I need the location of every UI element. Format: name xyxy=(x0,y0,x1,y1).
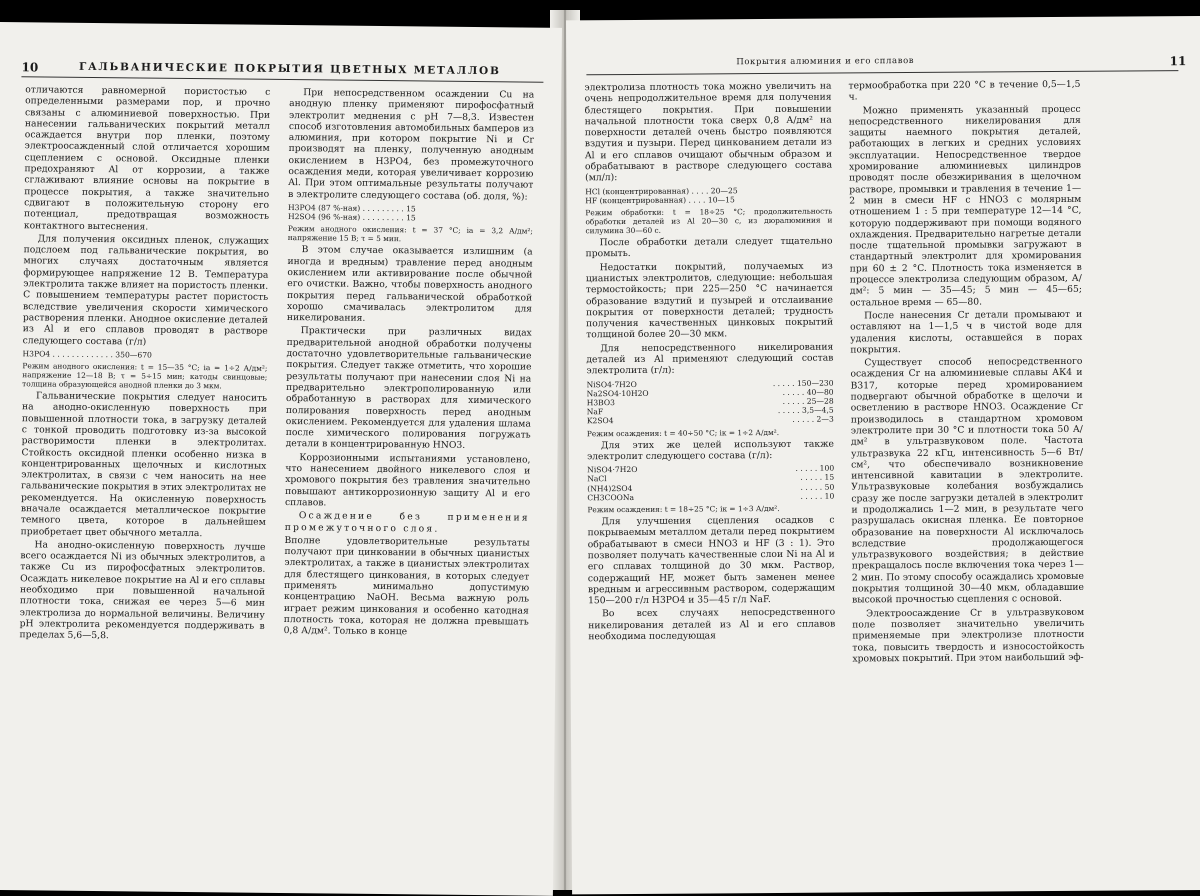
component-amount: . . . . . 50 xyxy=(800,482,835,492)
paragraph: На анодно-окисленную поверхность лучше всего осаждается Ni из обычных электролитов, а также Cu из пирофосфатных электролитов. Осаждать никелевое покрытие на Al и его сплавы необходимо при повышенной начальной плотности тока, снижая ее через 5—6 мин электролиза до нормальной величины. Величину pH электролита рекомендуется поддерживать в пределах 5,6—5,8. xyxy=(19,539,266,642)
component-amount: . . . . . 100 xyxy=(795,463,835,474)
left-column-2 xyxy=(284,87,535,641)
component-name: NiSO4·7H2O xyxy=(587,465,638,475)
component-amount: . . . . . 2—3 xyxy=(792,415,834,425)
paragraph: Электроосаждение Cr в ультразвуковом поле позволяет значительно увеличить применяемые при электролизе плотности тока, повысить твердость и износостойкость хромовых покрытий. При этом наибольший эф- xyxy=(852,606,1085,665)
right-column-1 xyxy=(584,81,835,645)
component-amount: . . . . . 25—28 xyxy=(782,396,834,406)
process-mode-note: Режим обработки: t = 18÷25 °C; продолжительность обработки деталей из Al 20—30 с, из дюралюминия и силумина 30—60 с. xyxy=(585,206,833,236)
right-running-title: Покрытия алюминия и его сплавов xyxy=(736,55,915,68)
paragraph: После обработки детали следует тщательно промыть. xyxy=(585,235,833,260)
paragraph: Коррозионными испытаниями установлено, что нанесением двойного никелевого слоя и хромового покрытия без травления значительно повышают антикоррозионную защиту Al и его сплавов. xyxy=(284,451,531,509)
paragraph: Вполне удовлетворительные результаты получают при цинковании в обычных цианистых электролитах, а также в цианистых электролитах для блестящего цинкования, в которых следует применять минимально допустимую концентрацию NaOH. Весьма важную роль играет режим цинкования и особенно катодная плотность тока, которая не должна превышать 0,8 А/дм². Только в конце xyxy=(283,534,530,638)
paragraph: При непосредственном осаждении Cu на анодную пленку применяют пирофосфатный электролит меднения с pH 7—8,3. Известен способ изготовления автомобильных бамперов из алюминия, при котором покрытие Ni и Cr производят на пленку, полученную анодным окислением в H3PO4, без промежуточного осаждения меди, которая увеличивает коррозию Al. При этом оптимальные результаты получают в электролите следующего состава (об. доля, %): xyxy=(288,87,535,203)
component-name: NiSO4·7H2O xyxy=(586,379,637,389)
right-header-rule xyxy=(586,70,1178,75)
paragraph: Практически при различных видах предварительной анодной обработки получены достаточно удовлетворительные гальванические покрытия. Следует также отметить, что хорошие результаты получают при нанесении слоя Ni на предварительно электрополированную или обработанную в растворах для химического полирования поверхность перед анодным окислением. Рекомендуется для удаления шлама после химического полирования погружать детали в концентрированную HNO3. xyxy=(285,325,532,452)
paragraph: отличаются равномерной пористостью с определенными размерами пор, и прочно связаны с алюминиевой поверхностью. При нанесении гальванических покрытий металл осаждается внутри пор пленки, поэтому электроосажденный слой отличается хорошим сцеплением с основой. Оксидные пленки предохраняют Al от коррозии, а также сглаживают влияние основы на покрытие в процессе покрытия, а также значительно сдвигают в положительную сторону его потенциал, предотвращая возможность контактного вытеснения. xyxy=(23,84,271,233)
paragraph: электролиза плотность тока можно увеличить на очень непродолжительное время для получения блестящего покрытия. При повышении начальной плотности тока сверх 0,8 А/дм² на поверхности деталей очень быстро появляются вздутия и пузыри. Перед цинкованием детали из Al и его сплавов очищают обычным образом и обрабатывают в растворе следующего состава (мл/л): xyxy=(584,80,833,184)
paragraph: Для улучшения сцепления осадков с покрываемым металлом детали перед покрытием обрабатывают в смеси HNO3 и HF (3 : 1). Это позволяет получать качественные слои Ni на Al и его сплавах толщиной до 30 мкм. Раствор, содержащий HF, может быть заменен менее вредным и агрессивным раствором, содержащим 150—200 г/л H3PO4 и 35—45 г/л NaF. xyxy=(587,514,836,607)
paragraph: Для этих же целей используют также электролит следующего состава (г/л): xyxy=(587,438,835,463)
formula-composition xyxy=(22,349,267,361)
process-mode-note: Режим анодного окисления: t = 15—35 °C; iа = 1÷2 А/дм²; напряжение 12—18 В; τ = 5÷15 мин; катоды свинцовые; толщина образующейся анодной пленки до 3 мкм. xyxy=(22,361,268,391)
paragraph: Во всех случаях непосредственного никелирования деталей из Al и его сплавов необходима последующая xyxy=(588,606,836,643)
component-name: NaF xyxy=(586,407,604,417)
paragraph: Для получения оксидных пленок, служащих подслоем под гальванические покрытия, во многих случаях достаточным является формирующее напряжение 12 В. Температура электролита также влияет на пористость пленки. С повышением температуры растет пористость вследствие увеличения скорости химического растворения пленки. Анодное окисление деталей из Al и его сплавов проводят в растворе следующего состава (г/л) xyxy=(22,233,269,348)
formula-line: H3PO4 . . . . . . . . . . . . . 350—670 xyxy=(22,349,152,360)
component-name: (NH4)2SO4 xyxy=(587,483,633,493)
paragraph: Недостатки покрытий, получаемых из цианистых электролитов, следующие: небольшая термостойкость; при 225—250 °C начинается образование вздутий и пузырей и отслаивание покрытия от поверхности деталей; трудность получения качественных цинковых покрытий толщиной более 20—30 мкм. xyxy=(585,260,834,341)
component-amount: . . . . . 3,5—4,5 xyxy=(777,405,834,416)
left-column-1 xyxy=(20,84,271,645)
process-mode-note: Режим осаждения: t = 18÷25 °C; iк = 1÷3 А/дм². xyxy=(587,504,780,515)
paragraph: Гальванические покрытия следует наносить на анодно-окисленную поверхность при повышенной плотности тока, в загрузку деталей с тонкой проводить подготовку из-за высокой растворимости пленки в электролитах. Стойкость оксидной пленки особенно низка в концентрированных щелочных и кислотных электролитах, в связи с чем наносить на нее гальванические покрытия в этих электролитах не рекомендуется. На окисленную поверхность вначале осаждается металлическое покрытие темного цвета, которое в дальнейшем приобретает цвет обычного металла. xyxy=(20,390,268,539)
formula-line xyxy=(587,415,834,426)
formula-composition xyxy=(587,378,834,426)
component-amount: . . . . . 40—80 xyxy=(782,387,834,397)
right-page-number: 11 xyxy=(1169,54,1187,69)
component-name: H3BO3 xyxy=(586,398,615,408)
formula-line xyxy=(587,491,834,502)
paragraph: В этом случае оказывается излишним (а иногда и вредным) травление перед анодным окислением или активирование после обычной его очистки. Важно, чтобы поверхность анодного покрытия перед гальванической обработкой хорошо смачивалась электролитом для никелирования. xyxy=(286,244,533,324)
paragraph: Можно применять указанный процесс непосредственного никелирования для защиты наемного покрытия деталей, работающих в легких и средних условиях эксплуатации. Непосредственное твердое хромирование алюминиевых цилиндров проводят после обезжиривания в щелочном растворе, промывки и травления в течение 1—2 мин в смеси HF с HNO3 с молярным отношением 1 : 5 при температуре 12—14 °C, которую поддерживают при помощи водяного охлаждения. Предварительно нагретые детали после тщательной промывки загружают в стандартный электролит для хромирования при 60 ± 2 °C. Плотность тока изменяется в процессе электролиза следующим образом, А/дм²: 5 мин — 35—45; 5 мин — 45—65; остальное время — 65—80. xyxy=(848,103,1082,309)
right-running-head xyxy=(736,54,1186,71)
component-amount: . . . . . 150—230 xyxy=(772,378,834,388)
formula-line: HF (концентрированная) . . . . 10—15 xyxy=(585,195,735,206)
formula-composition xyxy=(288,203,533,224)
section-subheading: Осаждение без применения промежуточного слоя. xyxy=(284,510,530,535)
paragraph: термообработка при 220 °C в течение 0,5—1,5 ч. xyxy=(848,78,1081,103)
right-page xyxy=(566,16,1200,894)
formula-line: H3PO4 (87 %-ная) . . . . . . . . . 15 xyxy=(288,202,416,214)
component-name: NaCl xyxy=(587,474,607,484)
formula-composition xyxy=(585,185,832,205)
right-column-2 xyxy=(848,79,1084,667)
process-mode-note: Режим анодного окисления: t = 37 °C; iа = 3,2 А/дм²; напряжение 15 В; τ = 5 мин. xyxy=(287,224,533,244)
paragraph: После нанесения Cr детали промывают и оставляют на 1—1,5 ч в чистой воде для удаления кислоты, оставшейся в порах покрытия. xyxy=(850,308,1083,356)
left-running-title: ГАЛЬВАНИЧЕСКИЕ ПОКРЫТИЯ ЦВЕТНЫХ МЕТАЛЛОВ xyxy=(79,60,501,78)
component-name: Na2SO4·10H2O xyxy=(586,388,649,399)
component-name: K2SO4 xyxy=(586,416,614,426)
component-amount: . . . . . 10 xyxy=(800,491,835,501)
formula-line: HCl (концентрированная) . . . . 20—25 xyxy=(585,185,738,196)
formula-composition xyxy=(587,464,834,503)
paragraph: Для непосредственного никелирования деталей из Al применяют следующий состав электролита (г/л): xyxy=(586,341,834,377)
component-name: CH3COONa xyxy=(587,492,635,503)
formula-line: H2SO4 (96 %-ная) . . . . . . . . . 15 xyxy=(287,212,416,223)
left-page xyxy=(0,22,562,896)
process-mode-note: Режим осаждения: t = 40÷50 °C; iк = 1÷2 А/дм². xyxy=(586,427,780,438)
component-amount: . . . . . 15 xyxy=(800,473,835,483)
left-page-number: 10 xyxy=(21,60,39,75)
paragraph: Существует способ непосредственного осаждения Cr на алюминиевые сплавы АК4 и В317, которые перед хромированием подвергают обычной обработке в щелочи и осветлению в растворе HNO3. Осаждение Cr производилось в стандартном хромовом электролите при 30 °C и плотности тока 50 А/дм² в ультразвуковом поле. Частота ультразвука 22 кГц, интенсивность 5—6 Вт/см², что обеспечивало возникновение интенсивной кавитации в электролите. Ультразвуковые колебания возбуждались сразу же после загрузки деталей в электролит и продолжались 1—2 мин, в результате чего разрушалась окисная пленка. Ее повторное образование на поверхности Al исключалось вследствие продолжающегося ультразвукового воздействия; в действие прекращалось после включения тока через 1—2 мин. По этому способу осаждались хромовые покрытия толщиной 30—40 мкм, обладавшие высокой прочностью сцепления с основой. xyxy=(850,355,1085,606)
